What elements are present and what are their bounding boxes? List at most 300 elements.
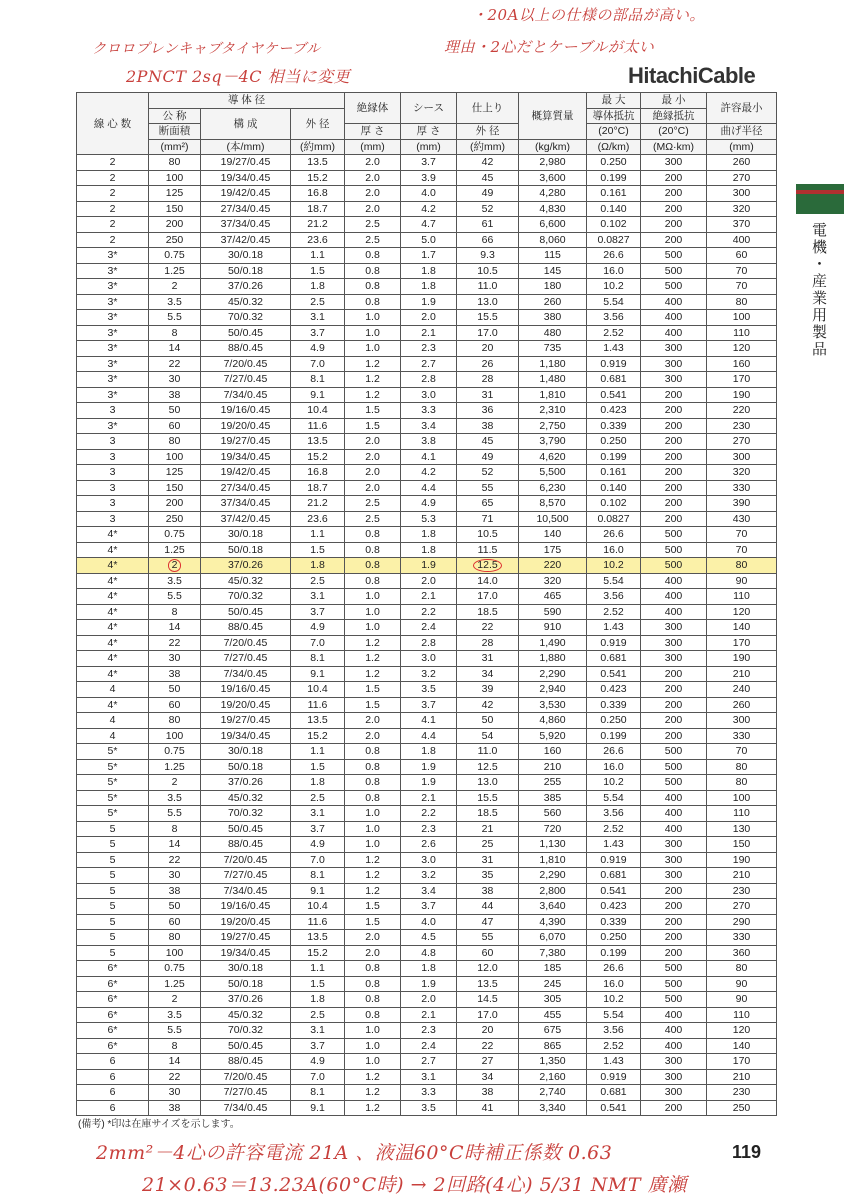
cell-value: 250 <box>165 233 184 246</box>
cell-finished-dia <box>457 1085 519 1101</box>
cell-value: 4.5 <box>421 931 436 943</box>
cell-value: 5.5 <box>167 807 182 819</box>
header-insulation: 絶縁体 <box>345 93 401 124</box>
cell-insulation-resistance <box>641 201 707 217</box>
cell-value: 4.9 <box>310 342 325 354</box>
cell-cores <box>77 248 149 264</box>
cell-value: 70 <box>735 264 748 277</box>
cell-insulation <box>345 651 401 667</box>
cell-value: 1.5 <box>310 977 325 990</box>
cell-nominal-area <box>149 310 201 326</box>
table-row <box>77 651 777 667</box>
cell-value: 0.8 <box>365 993 380 1005</box>
cell-outer-dia <box>291 837 345 853</box>
header-resistance-3: (20°C) <box>587 124 641 140</box>
table-row <box>77 170 777 186</box>
cell-finished-dia <box>457 232 519 248</box>
cell-cores <box>77 449 149 465</box>
cell-value: 1.43 <box>603 342 624 354</box>
cell-value: 8,060 <box>539 233 566 246</box>
cell-value: 200 <box>664 900 683 912</box>
cell-value: 16.0 <box>603 760 624 773</box>
cell-value: 6 <box>109 1101 116 1114</box>
cell-resistance <box>587 356 641 372</box>
cell-value: 200 <box>165 497 184 509</box>
cell-value: 4,860 <box>539 714 566 726</box>
cell-value: 70 <box>735 528 748 540</box>
cell-finished-dia <box>457 976 519 992</box>
cell-value: 3.7 <box>421 698 436 711</box>
cell-value: 10.2 <box>603 776 624 788</box>
cell-value: 1.7 <box>421 249 436 261</box>
cell-bend-radius <box>707 1038 777 1054</box>
cell-value: 44 <box>481 900 494 912</box>
cell-value: 1.5 <box>365 683 380 695</box>
cell-value: 0.541 <box>600 667 627 680</box>
cell-mass <box>519 1085 587 1101</box>
cell-value: 2.0 <box>365 450 380 463</box>
cell-value: 2,750 <box>539 419 566 432</box>
cell-bend-radius <box>707 279 777 295</box>
cell-sheath <box>401 682 457 698</box>
cell-nominal-area <box>149 418 201 434</box>
cell-value: 49 <box>481 187 494 199</box>
cell-bend-radius <box>707 232 777 248</box>
cell-outer-dia <box>291 775 345 791</box>
cell-value: 2,160 <box>539 1070 566 1083</box>
cell-value: 4.0 <box>421 915 436 928</box>
cell-insulation <box>345 744 401 760</box>
cell-value: 1.5 <box>365 900 380 912</box>
cell-value: 11.6 <box>307 419 328 432</box>
cell-value: 18.7 <box>307 202 328 215</box>
cell-mass <box>519 945 587 961</box>
cell-sheath <box>401 325 457 341</box>
cell-insulation <box>345 790 401 806</box>
cell-value: 88/0.45 <box>227 838 264 850</box>
cell-outer-dia <box>291 976 345 992</box>
cell-outer-dia <box>291 914 345 930</box>
cell-value: 250 <box>165 512 184 525</box>
cell-value: 1.0 <box>365 1055 380 1067</box>
cell-value: 0.8 <box>365 543 380 556</box>
cell-value: 230 <box>732 419 751 432</box>
header-resistance: 最 大 <box>587 93 641 109</box>
cell-value: 2.0 <box>365 931 380 943</box>
cell-value: 0.250 <box>600 931 627 943</box>
table-row <box>77 155 777 171</box>
cell-value: 52 <box>481 202 494 215</box>
cell-value: 1.9 <box>421 977 436 990</box>
cell-construction <box>201 325 291 341</box>
cell-value: 0.919 <box>600 1070 627 1083</box>
cell-value: 9.1 <box>310 1101 325 1114</box>
cell-value: 19/27/0.45 <box>220 435 271 447</box>
cell-insulation-resistance <box>641 279 707 295</box>
cell-outer-dia <box>291 868 345 884</box>
cell-insulation-resistance <box>641 759 707 775</box>
cell-sheath <box>401 1069 457 1085</box>
cell-outer-dia <box>291 1023 345 1039</box>
cell-value: 90 <box>735 977 748 990</box>
table-row <box>77 387 777 403</box>
cell-value: 2 <box>109 171 116 184</box>
cell-value: 7/20/0.45 <box>223 853 268 866</box>
cell-value: 2.5 <box>365 233 380 246</box>
table-row <box>77 930 777 946</box>
cell-value: 37/34/0.45 <box>220 497 271 509</box>
cell-insulation-resistance <box>641 1038 707 1054</box>
table-row <box>77 480 777 496</box>
cell-value: 3.5 <box>167 791 182 804</box>
cell-bend-radius <box>707 263 777 279</box>
cell-value: 19/34/0.45 <box>220 450 271 463</box>
cell-finished-dia <box>457 651 519 667</box>
cell-outer-dia <box>291 542 345 558</box>
cell-construction <box>201 1007 291 1023</box>
cell-insulation <box>345 961 401 977</box>
cell-value: 140 <box>543 528 562 540</box>
cell-mass <box>519 341 587 357</box>
cell-value: 2.1 <box>421 791 436 804</box>
cell-bend-radius <box>707 775 777 791</box>
cell-value: 480 <box>543 326 562 339</box>
cell-finished-dia <box>457 310 519 326</box>
cell-insulation-resistance <box>641 744 707 760</box>
cell-outer-dia <box>291 1100 345 1116</box>
cell-construction <box>201 434 291 450</box>
cell-outer-dia <box>291 558 345 574</box>
cell-insulation <box>345 821 401 837</box>
cell-value: 500 <box>664 993 683 1005</box>
cell-cores <box>77 682 149 698</box>
cell-value: 0.199 <box>600 946 627 959</box>
cell-value: 7/20/0.45 <box>223 1070 268 1083</box>
header-conductor: 導 体 径 <box>149 93 345 109</box>
cell-value: 500 <box>664 280 683 292</box>
cell-value: 8 <box>171 326 178 339</box>
cell-value: 1.8 <box>310 280 325 292</box>
cell-sheath <box>401 806 457 822</box>
cell-mass <box>519 806 587 822</box>
cell-value: 5.54 <box>603 1008 624 1021</box>
cell-value: 4* <box>107 605 118 618</box>
cell-value: 400 <box>664 1024 683 1036</box>
cell-value: 5 <box>109 900 116 912</box>
cell-value: 4* <box>107 559 118 571</box>
cell-insulation-resistance <box>641 961 707 977</box>
table-header <box>77 93 777 155</box>
cell-value: 13.0 <box>477 295 498 308</box>
cell-value: 200 <box>664 419 683 432</box>
cell-value: 21 <box>481 822 494 835</box>
cell-bend-radius <box>707 852 777 868</box>
cell-value: 70/0.32 <box>227 1024 264 1036</box>
cell-value: 500 <box>664 745 683 757</box>
cell-bend-radius <box>707 635 777 651</box>
cell-resistance <box>587 511 641 527</box>
cell-value: 3.7 <box>421 900 436 912</box>
cell-value: 455 <box>543 1008 562 1021</box>
cell-cores <box>77 1007 149 1023</box>
cell-sheath <box>401 620 457 636</box>
cell-value: 1.8 <box>310 993 325 1005</box>
cell-value: 22 <box>168 636 181 649</box>
cell-value: 60 <box>168 698 181 711</box>
cell-value: 45/0.32 <box>227 1008 264 1021</box>
cell-value: 300 <box>664 853 683 866</box>
cell-outer-dia <box>291 511 345 527</box>
cell-sheath <box>401 201 457 217</box>
cell-value: 185 <box>543 962 562 974</box>
cell-value: 13.5 <box>307 931 328 943</box>
cell-value: 910 <box>543 621 562 633</box>
cell-insulation <box>345 806 401 822</box>
cell-value: 2.0 <box>365 187 380 199</box>
table-row <box>77 728 777 744</box>
cell-insulation-resistance <box>641 573 707 589</box>
header-nominal-area: 公 称 <box>149 108 201 124</box>
cell-insulation <box>345 852 401 868</box>
cell-insulation <box>345 899 401 915</box>
cell-value: 71 <box>481 512 494 525</box>
cell-value: 2 <box>171 993 178 1005</box>
cell-sheath <box>401 821 457 837</box>
cell-value: 4* <box>107 621 118 633</box>
cell-insulation <box>345 155 401 171</box>
cell-finished-dia <box>457 1100 519 1116</box>
cell-value: 210 <box>732 1070 751 1083</box>
cell-value: 3.7 <box>310 605 325 618</box>
cell-cores <box>77 852 149 868</box>
cell-resistance <box>587 325 641 341</box>
cell-value: 1,810 <box>539 388 566 401</box>
cell-construction <box>201 635 291 651</box>
cell-resistance <box>587 201 641 217</box>
cell-value: 18.5 <box>477 605 498 618</box>
cell-outer-dia <box>291 480 345 496</box>
cell-bend-radius <box>707 387 777 403</box>
cell-value: 7/27/0.45 <box>223 869 268 881</box>
cell-value: 22 <box>168 1070 181 1083</box>
cell-bend-radius <box>707 589 777 605</box>
cell-value: 590 <box>543 605 562 618</box>
cell-outer-dia <box>291 403 345 419</box>
cell-sheath <box>401 589 457 605</box>
cell-value: 17.0 <box>477 1008 498 1021</box>
cell-mass <box>519 542 587 558</box>
cell-value: 2 <box>109 233 116 246</box>
cell-value: 3.5 <box>167 1008 182 1021</box>
cell-value: 14 <box>168 838 181 850</box>
cell-construction <box>201 682 291 698</box>
cell-value: 80 <box>168 156 181 168</box>
cell-value: 230 <box>732 884 751 897</box>
cell-bend-radius <box>707 511 777 527</box>
cell-value: 3.7 <box>310 326 325 339</box>
cell-outer-dia <box>291 651 345 667</box>
cell-nominal-area <box>149 666 201 682</box>
cell-value: 3.5 <box>421 683 436 695</box>
cell-value: 0.8 <box>365 528 380 540</box>
cell-resistance <box>587 1085 641 1101</box>
cell-value: 1.0 <box>365 590 380 602</box>
cell-bend-radius <box>707 1069 777 1085</box>
cell-value: 19/27/0.45 <box>220 714 271 726</box>
cell-bend-radius <box>707 759 777 775</box>
cell-value: 5 <box>109 946 116 959</box>
cell-value: 170 <box>732 636 751 649</box>
cell-value: 23.6 <box>307 233 328 246</box>
cell-value: 1.8 <box>421 543 436 556</box>
cell-finished-dia <box>457 155 519 171</box>
cell-value: 300 <box>732 714 751 726</box>
cell-value: 3.0 <box>421 652 436 664</box>
cell-finished-dia <box>457 341 519 357</box>
cell-nominal-area <box>149 883 201 899</box>
cell-bend-radius <box>707 868 777 884</box>
cell-value: 0.0827 <box>597 512 630 525</box>
table-row <box>77 1023 777 1039</box>
cell-value: 1.9 <box>421 295 436 308</box>
cell-value: 12.0 <box>477 962 498 974</box>
cell-insulation-resistance <box>641 666 707 682</box>
cell-value: 14.0 <box>477 574 498 587</box>
cell-value: 4.4 <box>421 729 436 742</box>
cell-value: 38 <box>481 884 494 897</box>
cell-insulation-resistance <box>641 604 707 620</box>
cell-value: 2.0 <box>421 993 436 1005</box>
cell-value: 2.1 <box>421 326 436 339</box>
cell-value: 1.0 <box>365 621 380 633</box>
table-row <box>77 527 777 543</box>
cell-finished-dia <box>457 573 519 589</box>
header-sheath-2: 厚 さ <box>401 124 457 140</box>
cell-nominal-area <box>149 589 201 605</box>
cell-value: 7.0 <box>310 1070 325 1083</box>
cell-cores <box>77 728 149 744</box>
cell-value: 19/34/0.45 <box>220 946 271 959</box>
cell-resistance <box>587 945 641 961</box>
cell-outer-dia <box>291 806 345 822</box>
cell-value: 3.1 <box>421 1070 436 1083</box>
cell-value: 125 <box>165 187 184 199</box>
cell-value: 9.3 <box>480 249 495 261</box>
cell-sheath <box>401 310 457 326</box>
cell-outer-dia <box>291 279 345 295</box>
cell-value: 2.0 <box>365 435 380 447</box>
cell-finished-dia <box>457 837 519 853</box>
cell-sheath <box>401 232 457 248</box>
cell-insulation <box>345 232 401 248</box>
cell-finished-dia <box>457 914 519 930</box>
cell-insulation <box>345 496 401 512</box>
cell-value: 19/20/0.45 <box>220 419 271 432</box>
cell-value: 4.1 <box>421 714 436 726</box>
cell-construction <box>201 713 291 729</box>
cell-value: 4.2 <box>421 466 436 478</box>
cell-value: 19/42/0.45 <box>220 466 271 478</box>
cell-mass <box>519 155 587 171</box>
cell-nominal-area <box>149 713 201 729</box>
cell-value: 250 <box>732 1101 751 1114</box>
cell-mass <box>519 418 587 434</box>
cell-insulation <box>345 186 401 202</box>
cell-cores <box>77 744 149 760</box>
unit-mass: (kg/km) <box>519 139 587 155</box>
cell-outer-dia <box>291 310 345 326</box>
cell-value: 2.1 <box>421 1008 436 1021</box>
cell-value: 3.0 <box>421 853 436 866</box>
cell-value: 70/0.32 <box>227 807 264 819</box>
cell-value: 80 <box>735 776 748 788</box>
cell-value: 5.54 <box>603 791 624 804</box>
cell-value: 0.250 <box>600 714 627 726</box>
cell-value: 3.3 <box>421 1086 436 1098</box>
header-ins-res-2: 絶縁抵抗 <box>641 108 707 124</box>
cell-cores <box>77 170 149 186</box>
cell-outer-dia <box>291 1007 345 1023</box>
cell-mass <box>519 775 587 791</box>
cell-value: 230 <box>732 1086 751 1098</box>
cell-value: 380 <box>543 311 562 323</box>
cell-outer-dia <box>291 682 345 698</box>
cell-value: 6* <box>107 1008 118 1021</box>
cell-nominal-area <box>149 821 201 837</box>
cell-value: 1,180 <box>539 357 566 370</box>
cell-sheath <box>401 775 457 791</box>
cell-value: 1.25 <box>164 760 185 773</box>
cell-value: 120 <box>732 342 751 354</box>
cell-value: 15.5 <box>477 791 498 804</box>
cell-value: 4* <box>107 636 118 649</box>
cell-value: 4 <box>109 729 116 742</box>
cell-value: 0.8 <box>365 977 380 990</box>
cell-value: 360 <box>732 946 751 959</box>
cell-value: 25 <box>481 838 494 850</box>
cell-value: 2 <box>168 559 182 572</box>
cell-nominal-area <box>149 1023 201 1039</box>
cell-insulation-resistance <box>641 418 707 434</box>
cell-value: 60 <box>735 249 748 261</box>
cell-insulation <box>345 666 401 682</box>
cell-finished-dia <box>457 635 519 651</box>
cell-construction <box>201 511 291 527</box>
cell-insulation-resistance <box>641 868 707 884</box>
cell-sheath <box>401 527 457 543</box>
cell-value: 3.7 <box>421 156 436 168</box>
cell-nominal-area <box>149 744 201 760</box>
cell-value: 16.0 <box>603 543 624 556</box>
table-row <box>77 356 777 372</box>
cell-value: 15.2 <box>307 450 328 463</box>
cell-value: 175 <box>543 543 562 556</box>
cell-mass <box>519 883 587 899</box>
cell-value: 140 <box>732 1039 751 1052</box>
cell-value: 1.5 <box>365 698 380 711</box>
cell-bend-radius <box>707 248 777 264</box>
cell-value: 190 <box>732 388 751 401</box>
page-number: 119 <box>732 1142 762 1162</box>
cell-value: 200 <box>664 218 683 230</box>
cell-value: 34 <box>481 1070 494 1083</box>
cell-nominal-area <box>149 1100 201 1116</box>
cell-resistance <box>587 992 641 1008</box>
cell-value: 200 <box>664 931 683 943</box>
cell-value: 2.8 <box>421 636 436 649</box>
cell-value: 100 <box>165 450 184 463</box>
table-row <box>77 1085 777 1101</box>
